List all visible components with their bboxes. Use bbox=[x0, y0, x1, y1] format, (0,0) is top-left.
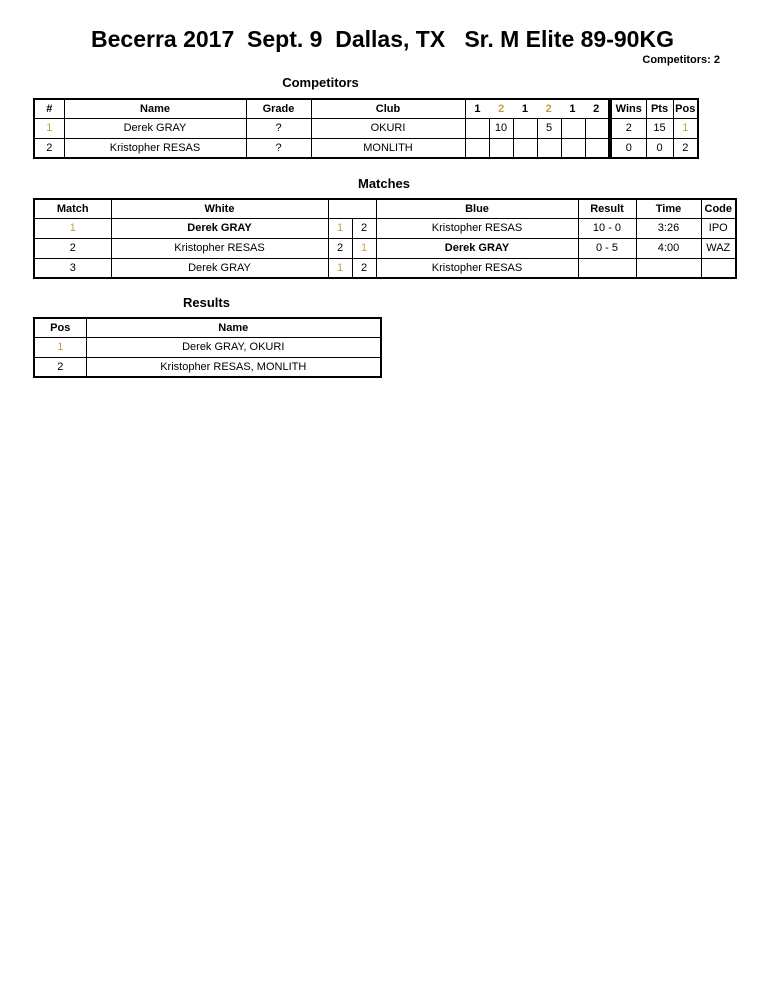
matches-header-match: Match bbox=[34, 199, 111, 218]
blue-competitor-number: 2 bbox=[352, 218, 376, 238]
score-cell bbox=[537, 138, 561, 158]
pos-cell: 2 bbox=[673, 138, 698, 158]
score-col-header-5: 1 bbox=[569, 102, 576, 115]
white-competitor-number: 1 bbox=[328, 218, 352, 238]
match-number: 3 bbox=[34, 258, 111, 278]
results-header-row bbox=[34, 318, 381, 337]
blue-competitor-number: 2 bbox=[352, 258, 376, 278]
score-col-header-2: 2 bbox=[498, 102, 505, 115]
summary-row bbox=[611, 138, 698, 158]
match-result: 0 - 5 bbox=[578, 238, 636, 258]
result-pos: 1 bbox=[34, 337, 86, 357]
score-cell bbox=[561, 138, 585, 158]
match-number: 2 bbox=[34, 238, 111, 258]
competitors-count-label: Competitors: 2 bbox=[642, 54, 720, 66]
competitors-header-grade: Grade bbox=[246, 99, 311, 118]
matches-header-time: Time bbox=[636, 199, 701, 218]
matches-header-result: Result bbox=[578, 199, 636, 218]
matches-header-row bbox=[34, 199, 736, 218]
page-title: Becerra 2017 Sept. 9 Dallas, TX Sr. M Elite 89-90KG bbox=[91, 26, 674, 52]
score-cell bbox=[561, 118, 585, 138]
competitors-header-scores bbox=[465, 99, 609, 118]
summary-header-wins: Wins bbox=[611, 99, 646, 118]
score-col-header-1: 1 bbox=[474, 102, 481, 115]
score-cell bbox=[513, 118, 537, 138]
matches-table bbox=[33, 198, 737, 279]
competitor-number: 1 bbox=[34, 118, 64, 138]
competitors-header-row bbox=[34, 99, 609, 118]
score-col-header-6: 2 bbox=[593, 102, 600, 115]
pts-cell: 0 bbox=[646, 138, 673, 158]
match-time bbox=[636, 258, 701, 278]
wins-cell: 0 bbox=[611, 138, 646, 158]
competitor-name: Kristopher RESAS bbox=[64, 138, 246, 158]
competitors-header-name: Name bbox=[64, 99, 246, 118]
score-cell: 5 bbox=[537, 118, 561, 138]
pos-cell: 1 bbox=[673, 118, 698, 138]
score-cell bbox=[585, 138, 609, 158]
match-row bbox=[34, 238, 736, 258]
matches-header-code: Code bbox=[701, 199, 736, 218]
results-header-name: Name bbox=[86, 318, 381, 337]
matches-header-numbers bbox=[328, 199, 376, 218]
competitor-row bbox=[34, 118, 609, 138]
competitor-number: 2 bbox=[34, 138, 64, 158]
white-competitor-number: 1 bbox=[328, 258, 352, 278]
competitor-grade: ? bbox=[246, 138, 311, 158]
summary-row bbox=[611, 118, 698, 138]
result-row bbox=[34, 337, 381, 357]
score-cell bbox=[513, 138, 537, 158]
competitors-table bbox=[33, 98, 610, 159]
pts-cell: 15 bbox=[646, 118, 673, 138]
blue-competitor-name: Kristopher RESAS bbox=[376, 258, 578, 278]
matches-section-title: Matches bbox=[357, 176, 411, 191]
match-number: 1 bbox=[34, 218, 111, 238]
white-competitor-number: 2 bbox=[328, 238, 352, 258]
white-competitor-name: Derek GRAY bbox=[111, 258, 328, 278]
competitor-club: MONLITH bbox=[311, 138, 465, 158]
summary-header-pos: Pos bbox=[673, 99, 698, 118]
result-row bbox=[34, 357, 381, 377]
results-table bbox=[33, 317, 382, 378]
match-time: 4:00 bbox=[636, 238, 701, 258]
wins-cell: 2 bbox=[611, 118, 646, 138]
score-cell bbox=[585, 118, 609, 138]
competitors-summary-table bbox=[610, 98, 699, 159]
competitors-header-num: # bbox=[34, 99, 64, 118]
result-pos: 2 bbox=[34, 357, 86, 377]
competitors-header-club: Club bbox=[311, 99, 465, 118]
match-code: IPO bbox=[701, 218, 736, 238]
match-code bbox=[701, 258, 736, 278]
match-result: 10 - 0 bbox=[578, 218, 636, 238]
score-col-header-4: 2 bbox=[545, 102, 552, 115]
match-code: WAZ bbox=[701, 238, 736, 258]
result-name: Kristopher RESAS, MONLITH bbox=[86, 357, 381, 377]
competitor-grade: ? bbox=[246, 118, 311, 138]
competitor-club: OKURI bbox=[311, 118, 465, 138]
match-row bbox=[34, 218, 736, 238]
white-competitor-name: Kristopher RESAS bbox=[111, 238, 328, 258]
score-col-header-3: 1 bbox=[521, 102, 528, 115]
score-cell bbox=[489, 138, 513, 158]
summary-header-row bbox=[611, 99, 698, 118]
score-cell bbox=[465, 138, 489, 158]
competitors-section-title: Competitors bbox=[282, 75, 359, 90]
result-name: Derek GRAY, OKURI bbox=[86, 337, 381, 357]
results-header-pos: Pos bbox=[34, 318, 86, 337]
score-cell bbox=[465, 118, 489, 138]
blue-competitor-number: 1 bbox=[352, 238, 376, 258]
competitor-row bbox=[34, 138, 609, 158]
white-competitor-name: Derek GRAY bbox=[111, 218, 328, 238]
blue-competitor-name: Derek GRAY bbox=[376, 238, 578, 258]
results-section-title: Results bbox=[183, 295, 230, 310]
match-time: 3:26 bbox=[636, 218, 701, 238]
score-cell: 10 bbox=[489, 118, 513, 138]
blue-competitor-name: Kristopher RESAS bbox=[376, 218, 578, 238]
match-row bbox=[34, 258, 736, 278]
matches-header-blue: Blue bbox=[376, 199, 578, 218]
summary-header-pts: Pts bbox=[646, 99, 673, 118]
competitor-name: Derek GRAY bbox=[64, 118, 246, 138]
matches-header-white: White bbox=[111, 199, 328, 218]
match-result bbox=[578, 258, 636, 278]
